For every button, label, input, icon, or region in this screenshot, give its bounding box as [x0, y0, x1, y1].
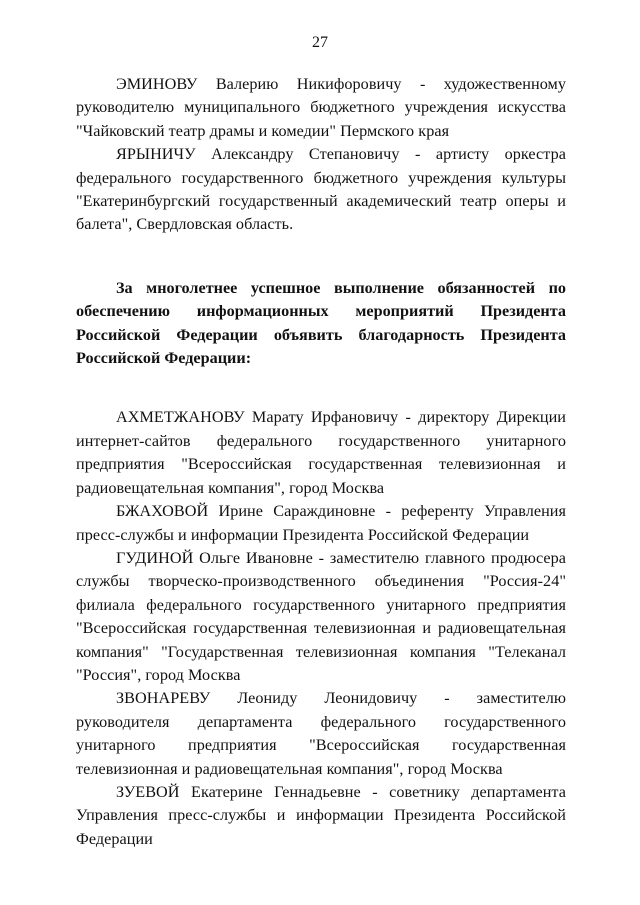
award-paragraph-gudina: ГУДИНОЙ Ольге Ивановне - заместителю главного продюсера службы творческо-производственного объединения "Россия-24" филиала федерального государственного унитарного предприятия "Всероссийская государственная телевизионная и радиовещательная компания" "Государственная телевизионная компания "Телеканал "Россия", город Москва: [76, 548, 566, 684]
document-body: [76, 73, 566, 851]
award-paragraph-yarynich: ЯРЫНИЧУ Александру Степановичу - артисту оркестра федерального государственного бюджетного учреждения культуры "Екатеринбургский государственный академический театр оперы и балета", Свердловская область.: [76, 145, 566, 234]
award-paragraph-zvonarev: ЗВОНАРЕВУ Леониду Леонидовичу - заместителю руководителя департамента федерального государственного унитарного предприятия "Всероссийская государственная телевизионная и радиовещательная компания", город Москва: [76, 689, 566, 778]
section-spacer: [76, 237, 566, 277]
award-paragraph-akhmetzhanov: АХМЕТЖАНОВУ Марату Ирфановичу - директору Дирекции интернет-сайтов федерального государственного унитарного предприятия "Всероссийская государственная телевизионная и радиовещательная компания", город Москва: [76, 408, 566, 497]
page-number: 27: [312, 34, 328, 51]
section-spacer: [76, 370, 566, 406]
award-paragraph-eminov: ЭМИНОВУ Валерию Никифоровичу - художественному руководителю муниципального бюджетного учреждения искусства "Чайковский театр драмы и комедии" Пермского края: [76, 75, 566, 140]
award-paragraph-zueva: ЗУЕВОЙ Екатерине Геннадьевне - советнику департамента Управления пресс-службы и информации Президента Российской Федерации: [76, 782, 566, 848]
section-heading: За многолетнее успешное выполнение обязанностей по обеспечению информационных мероприятий Президента Российской Федерации объявить благодарность Президента Российской Федерации:: [76, 278, 566, 368]
award-paragraph-bzhakhova: БЖАХОВОЙ Ирине Сараждиновне - референту Управления пресс-службы и информации Президента Российской Федерации: [76, 502, 566, 544]
